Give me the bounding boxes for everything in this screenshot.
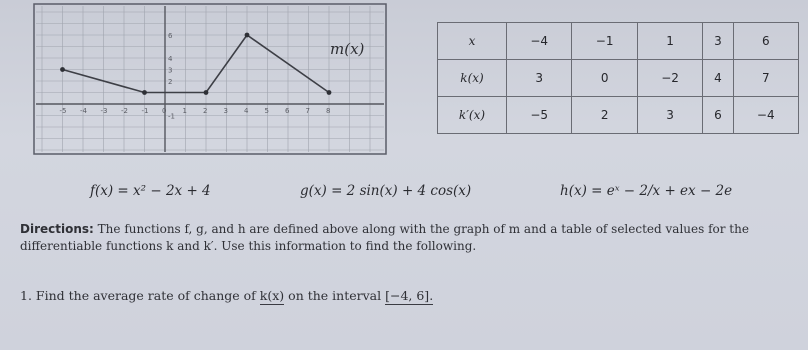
table-row-k bbox=[438, 60, 799, 97]
x-tick-label: -3 bbox=[100, 107, 108, 115]
table-cell: 6 bbox=[733, 23, 798, 60]
m-graph bbox=[32, 2, 392, 160]
x-tick-label: -2 bbox=[121, 107, 128, 115]
y-tick-label: 3 bbox=[168, 66, 173, 75]
table-cell: 2 bbox=[572, 97, 637, 134]
question-prefix: Find the average rate of change of bbox=[35, 288, 256, 303]
y-tick-label: 4 bbox=[168, 55, 173, 63]
x-tick-label: 2 bbox=[203, 107, 208, 115]
table-cell: 4 bbox=[703, 60, 733, 97]
graph-vertex bbox=[245, 33, 250, 38]
x-tick-label: 5 bbox=[264, 107, 269, 115]
table-cell: 6 bbox=[703, 97, 733, 134]
graph-vertex bbox=[204, 90, 209, 95]
graph-vertex bbox=[142, 90, 147, 95]
table-cell: −1 bbox=[572, 23, 637, 60]
table-cell: 7 bbox=[733, 60, 798, 97]
x-tick-label: 8 bbox=[326, 107, 331, 115]
directions-text: The functions f, g, and h are defined above along with the graph of m and a table of selected values for the differentiable functions k and k′. Use this information to find the following. bbox=[20, 222, 749, 253]
row-header: x bbox=[438, 23, 507, 60]
table-cell: −5 bbox=[507, 97, 572, 134]
x-tick-label: -5 bbox=[59, 107, 67, 115]
row-header: k(x) bbox=[438, 60, 507, 97]
function-h: h(x) = eˣ − 2/x + ex − 2e bbox=[560, 183, 733, 199]
graph-grid bbox=[36, 6, 384, 152]
graph-vertex bbox=[327, 90, 332, 95]
x-tick-label: 6 bbox=[285, 107, 290, 115]
table-cell: −4 bbox=[507, 23, 572, 60]
x-tick-label: 3 bbox=[223, 107, 228, 115]
question-expression: k(x) bbox=[259, 288, 285, 303]
table-row-x bbox=[438, 23, 799, 60]
question-1 bbox=[20, 288, 433, 303]
row-header: k′(x) bbox=[438, 97, 507, 134]
table-cell: 1 bbox=[637, 23, 702, 60]
x-tick-label: 4 bbox=[244, 107, 249, 115]
table-cell: 3 bbox=[703, 23, 733, 60]
x-tick-label: 7 bbox=[305, 107, 310, 115]
graph-vertex bbox=[60, 67, 65, 72]
k-values-table bbox=[437, 22, 799, 134]
graph-frame bbox=[34, 4, 386, 154]
graph-ticks bbox=[60, 32, 331, 121]
function-f: f(x) = x² − 2x + 4 bbox=[90, 183, 211, 199]
graph-label-m: m(x) bbox=[330, 40, 365, 58]
question-interval: [−4, 6]. bbox=[385, 288, 434, 303]
y-tick-label: 6 bbox=[168, 32, 173, 40]
graph-points bbox=[60, 33, 331, 95]
table-cell: −2 bbox=[637, 60, 702, 97]
directions-paragraph: Directions: The functions f, g, and h are defined above along with the graph of m and a table of selected values for the differentiable functions k and k′. Use this information to find the following. bbox=[20, 222, 749, 253]
table-cell: 0 bbox=[572, 60, 637, 97]
directions-title: Directions bbox=[20, 222, 90, 236]
function-g: g(x) = 2 sin(x) + 4 cos(x) bbox=[300, 183, 472, 199]
table-cell: 3 bbox=[507, 60, 572, 97]
m-curve bbox=[63, 35, 330, 93]
x-tick-label: 1 bbox=[182, 107, 187, 115]
question-number: 1. bbox=[20, 288, 32, 303]
table-cell: −4 bbox=[733, 97, 798, 134]
y-tick-label: 2 bbox=[168, 78, 173, 86]
x-tick-label: -1 bbox=[141, 107, 149, 115]
table-row-kprime bbox=[438, 97, 799, 134]
question-middle: on the interval bbox=[288, 288, 382, 303]
table-cell: 3 bbox=[637, 97, 702, 134]
x-tick-label: -4 bbox=[80, 107, 87, 115]
x-tick-label: 0 bbox=[162, 107, 167, 115]
y-tick-label: -1 bbox=[168, 112, 175, 121]
